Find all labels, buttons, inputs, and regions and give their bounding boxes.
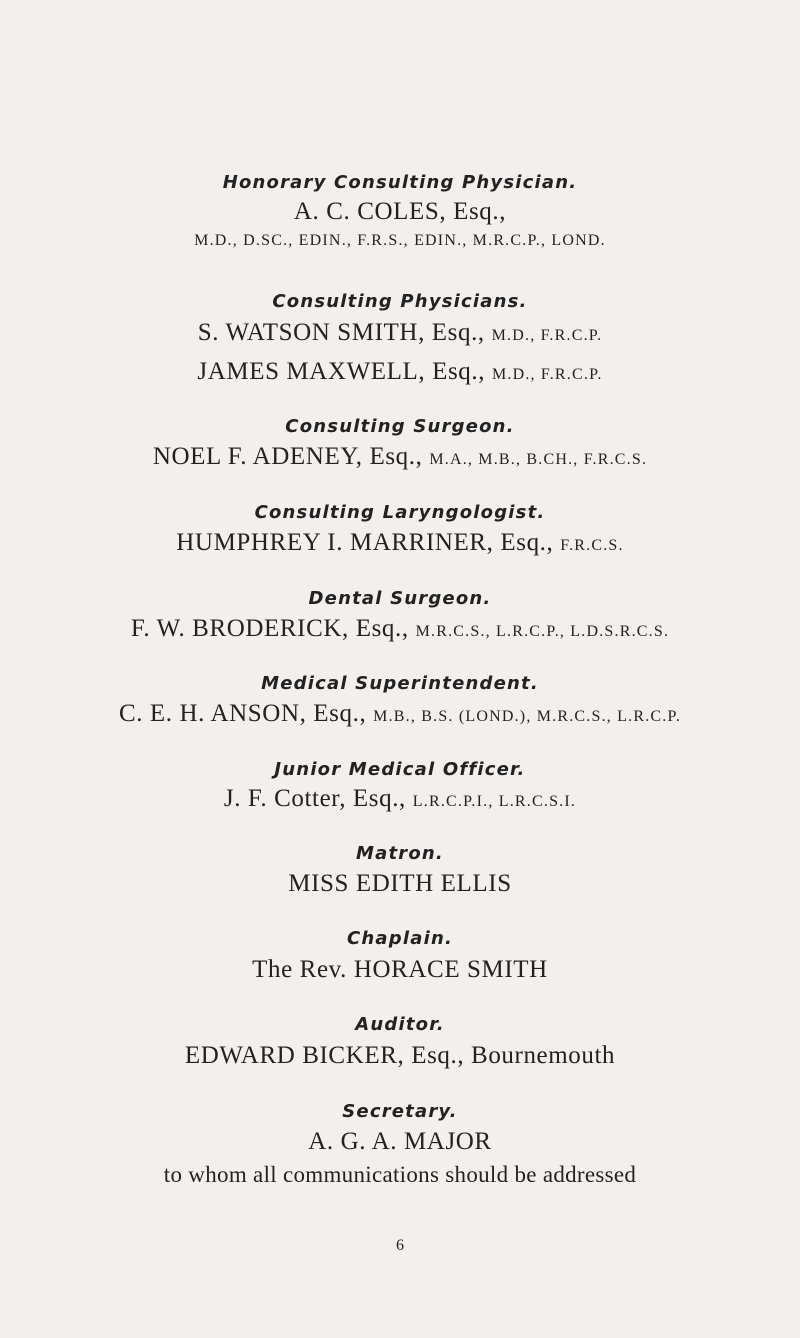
person-maxwell	[0, 358, 800, 386]
name-anson: C. E. H. ANSON, Esq.,	[118, 700, 367, 727]
heading-dental-surgeon: Dental Surgeon.	[308, 588, 492, 609]
name-horace-smith: The Rev. HORACE SMITH	[252, 956, 548, 983]
heading-auditor: Auditor.	[355, 1014, 445, 1035]
name-coles: A. C. COLES, Esq.,	[293, 198, 507, 225]
name-cotter: J. F. Cotter, Esq.,	[223, 785, 406, 812]
heading-secretary: Secretary.	[342, 1101, 458, 1122]
secretary-note: to whom all communications should be addressed	[163, 1162, 637, 1187]
name-adeney: NOEL F. ADENEY, Esq.,	[152, 443, 423, 470]
qualifications-broderick: M.R.C.S., L.R.C.P., L.D.S.R.C.S.	[415, 623, 670, 640]
heading-chaplain: Chaplain.	[347, 928, 453, 949]
person-cotter	[0, 785, 800, 813]
person-broderick	[0, 615, 800, 643]
qualifications-watson-smith: M.D., F.R.C.P.	[491, 327, 603, 344]
person-adeney	[0, 443, 800, 471]
name-maxwell: JAMES MAXWELL, Esq.,	[197, 358, 486, 385]
name-ellis: MISS EDITH ELLIS	[288, 870, 512, 897]
qualifications-coles: M.D., D.SC., EDIN., F.R.S., EDIN., M.R.C.P., LOND.	[194, 232, 606, 249]
heading-consulting-physicians: Consulting Physicians.	[272, 291, 528, 312]
name-major: A. G. A. MAJOR	[308, 1128, 492, 1155]
heading-matron: Matron.	[356, 843, 444, 864]
qualifications-marriner: F.R.C.S.	[560, 537, 624, 554]
name-watson-smith: S. WATSON SMITH, Esq.,	[197, 319, 485, 346]
heading-consulting-surgeon: Consulting Surgeon.	[285, 416, 515, 437]
heading-medical-superintendent: Medical Superintendent.	[261, 673, 539, 694]
person-marriner	[0, 529, 800, 557]
qualifications-adeney: M.A., M.B., B.CH., F.R.C.S.	[429, 451, 648, 468]
qualifications-anson: M.B., B.S. (LOND.), M.R.C.S., L.R.C.P.	[373, 708, 682, 725]
heading-honorary-consulting-physician: Honorary Consulting Physician.	[222, 172, 578, 193]
heading-junior-medical-officer: Junior Medical Officer.	[274, 759, 526, 780]
name-bicker: EDWARD BICKER, Esq., Bournemouth	[184, 1042, 616, 1069]
person-anson	[0, 700, 800, 728]
name-marriner: HUMPHREY I. MARRINER, Esq.,	[176, 529, 554, 556]
qualifications-cotter: L.R.C.P.I., L.R.C.S.I.	[412, 793, 577, 810]
qualifications-maxwell: M.D., F.R.C.P.	[491, 366, 603, 383]
page-number: 6	[396, 1237, 404, 1254]
heading-consulting-laryngologist: Consulting Laryngologist.	[254, 502, 546, 523]
person-watson-smith	[0, 319, 800, 347]
name-broderick: F. W. BRODERICK, Esq.,	[130, 615, 409, 642]
